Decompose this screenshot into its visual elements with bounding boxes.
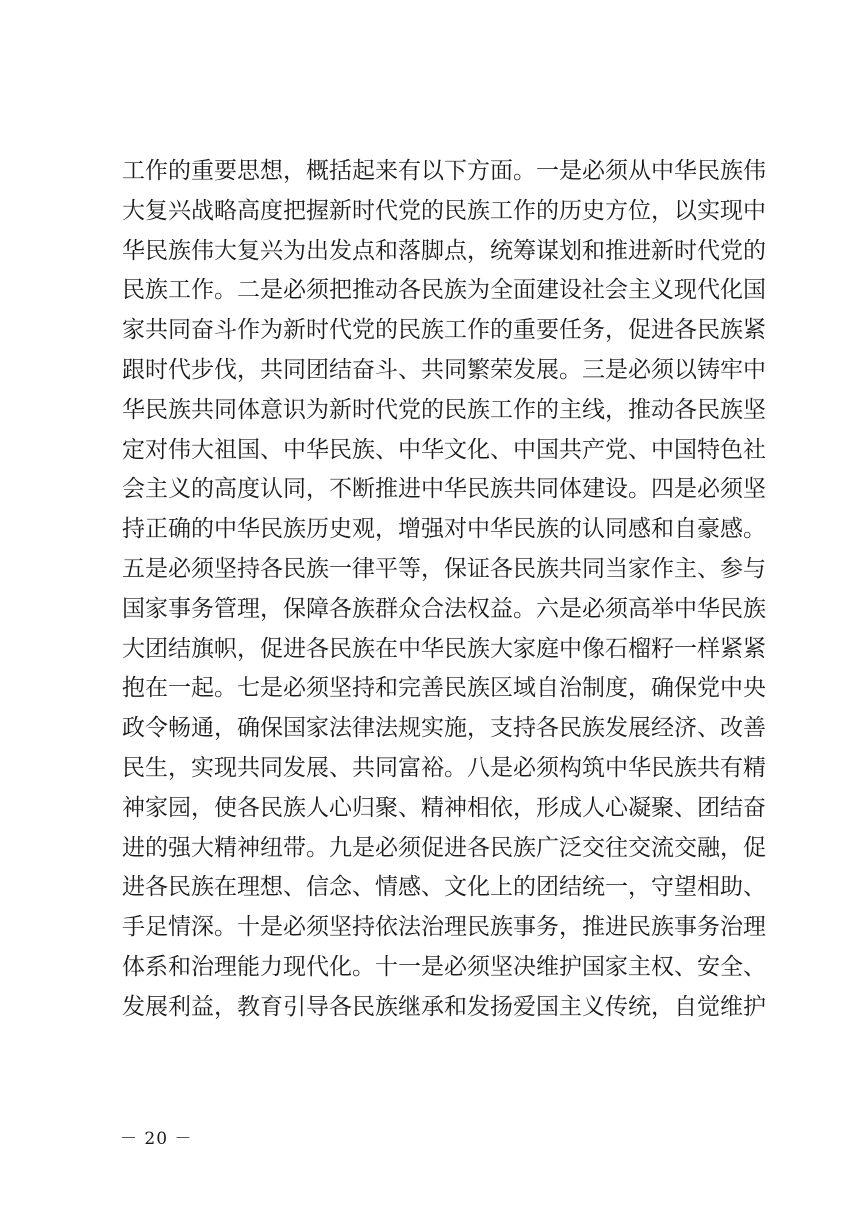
text-line: 跟时代步伐，共同团结奋斗、共同繁荣发展。三是必须以铸牢中 <box>122 356 766 383</box>
text-line: 神家园，使各民族人心归聚、精神相依，形成人心凝聚、团结奋 <box>122 794 766 821</box>
body-text <box>122 152 766 1028</box>
page-number: － 20 － <box>120 1129 193 1149</box>
text-line: 民族工作。二是必须把推动各民族为全面建设社会主义现代化国 <box>122 277 766 304</box>
text-line: 抱在一起。七是必须坚持和完善民族区域自治制度，确保党中央 <box>122 675 766 702</box>
text-line: 五是必须坚持各民族一律平等，保证各民族共同当家作主、参与 <box>122 555 766 582</box>
text-line: 华民族共同体意识为新时代党的民族工作的主线，推动各民族坚 <box>122 396 766 423</box>
text-line: 华民族伟大复兴为出发点和落脚点，统筹谋划和推进新时代党的 <box>122 237 766 264</box>
text-line: 大复兴战略高度把握新时代党的民族工作的历史方位，以实现中 <box>122 197 766 224</box>
text-line: 体系和治理能力现代化。十一是必须坚决维护国家主权、安全、 <box>122 953 766 980</box>
text-line: 进各民族在理想、信念、情感、文化上的团结统一，守望相助、 <box>122 874 766 901</box>
text-line: 国家事务管理，保障各族群众合法权益。六是必须高举中华民族 <box>122 595 766 622</box>
text-line: 发展利益，教育引导各民族继承和发扬爱国主义传统，自觉维护 <box>122 993 766 1020</box>
text-line: 政令畅通，确保国家法律法规实施，支持各民族发展经济、改善 <box>122 715 766 742</box>
text-line: 工作的重要思想，概括起来有以下方面。一是必须从中华民族伟 <box>122 158 766 184</box>
text-line: 大团结旗帜，促进各民族在中华民族大家庭中像石榴籽一样紧紧 <box>122 635 766 662</box>
text-line: 民生，实现共同发展、共同富裕。八是必须构筑中华民族共有精 <box>122 754 766 781</box>
text-line: 进的强大精神纽带。九是必须促进各民族广泛交往交流交融，促 <box>122 834 766 861</box>
text-line: 家共同奋斗作为新时代党的民族工作的重要任务，促进各民族紧 <box>122 317 766 344</box>
text-line: 定对伟大祖国、中华民族、中华文化、中国共产党、中国特色社 <box>122 436 766 463</box>
text-line: 持正确的中华民族历史观，增强对中华民族的认同感和自豪感。 <box>122 516 766 543</box>
text-line: 手足情深。十是必须坚持依法治理民族事务，推进民族事务治理 <box>122 914 766 941</box>
text-line: 会主义的高度认同，不断推进中华民族共同体建设。四是必须坚 <box>122 476 766 503</box>
